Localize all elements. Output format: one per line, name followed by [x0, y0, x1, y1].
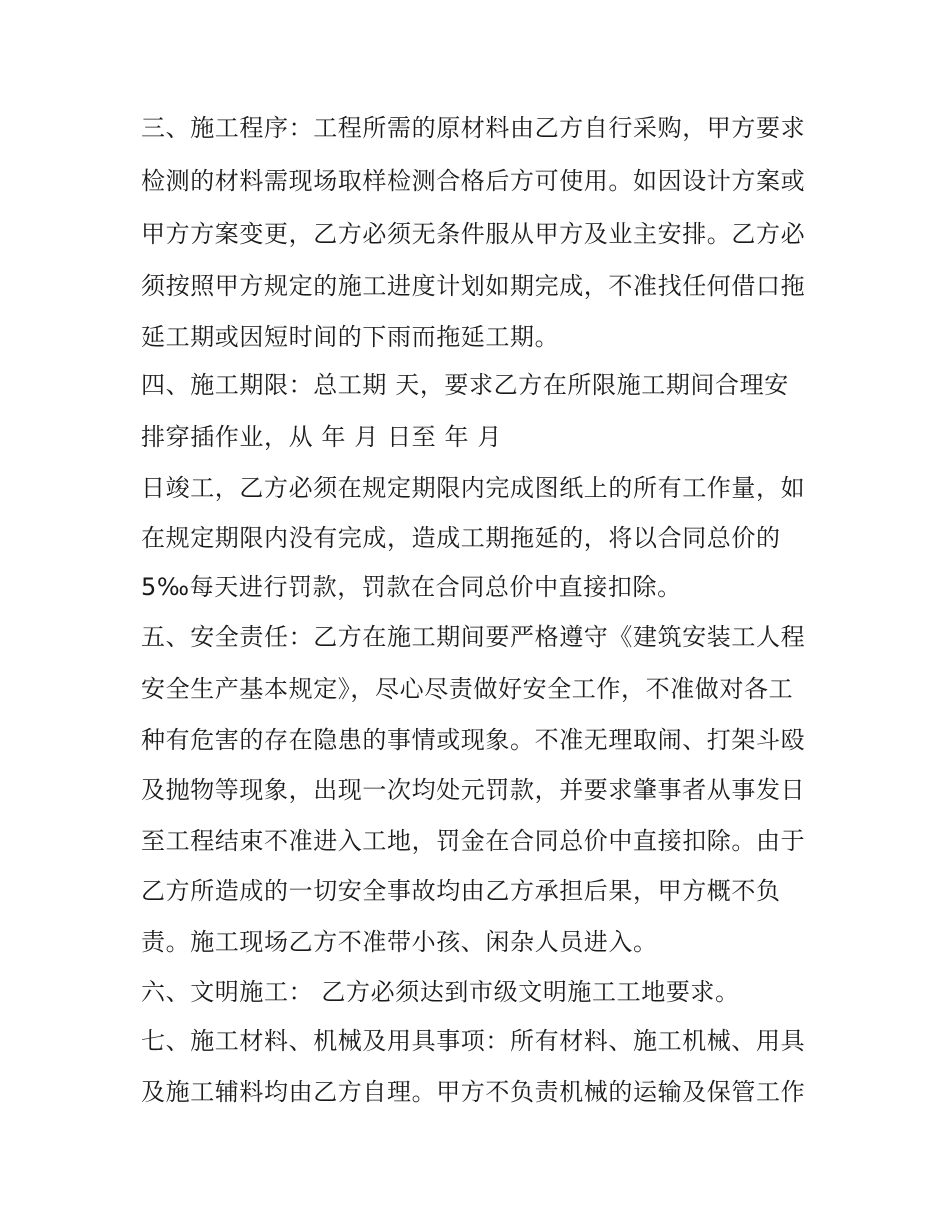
clause-4-line-5: 5‰每天进行罚款，罚款在合同总价中直接扣除。 [141, 573, 682, 601]
clause-3-line-5: 延工期或因短时间的下雨而拖延工期。 [141, 323, 560, 351]
clause-4-line-2: 排穿插作业，从 年 月 日至 年 月 [141, 423, 502, 451]
clause-5-line-7: 责。施工现场乙方不准带小孩、闲杂人员进入。 [141, 928, 658, 956]
clause-3-line-1: 三、施工程序：工程所需的原材料由乙方自行采购，甲方要求 [141, 114, 806, 142]
clause-5-line-5: 至工程结束不准进入工地，罚金在合同总价中直接扣除。由于 [141, 827, 806, 855]
clause-5-line-2: 安全生产基本规定》，尽心尽责做好安全工作，不准做对各工 [141, 675, 794, 703]
clause-5-line-4: 及抛物等现象，出现一次均处元罚款，并要求肇事者从事发日 [141, 776, 806, 804]
clause-4-line-4: 在规定期限内没有完成，造成工期拖延的，将以合同总价的 [141, 524, 781, 552]
clause-4-line-1: 四、施工期限：总工期 天，要求乙方在所限施工期间合理安 [141, 371, 789, 399]
clause-5-line-1: 五、安全责任：乙方在施工期间要严格遵守《建筑安装工人程 [141, 623, 806, 651]
clause-7-line-1: 七、施工材料、机械及用具事项：所有材料、施工机械、用具 [141, 1027, 806, 1055]
clause-5-line-3: 种有危害的存在隐患的事情或现象。不准无理取闹、打架斗殴 [141, 726, 806, 754]
clause-4-line-3: 日竣工，乙方必须在规定期限内完成图纸上的所有工作量，如 [141, 474, 806, 502]
clause-5-line-6: 乙方所造成的一切安全事故均由乙方承担后果，甲方概不负 [141, 877, 781, 905]
clause-7-line-2: 及施工辅料均由乙方自理。甲方不负责机械的运输及保管工作 [141, 1078, 806, 1106]
clause-3-line-4: 须按照甲方规定的施工进度计划如期完成，不准找任何借口拖 [141, 272, 806, 300]
clause-3-line-3: 甲方方案变更，乙方必须无条件服从甲方及业主安排。乙方必 [141, 220, 806, 248]
clause-3-line-2: 检测的材料需现场取样检测合格后方可使用。如因设计方案或 [141, 167, 806, 195]
clause-6-line-1: 六、文明施工： 乙方必须达到市级文明施工工地要求。 [141, 978, 740, 1006]
